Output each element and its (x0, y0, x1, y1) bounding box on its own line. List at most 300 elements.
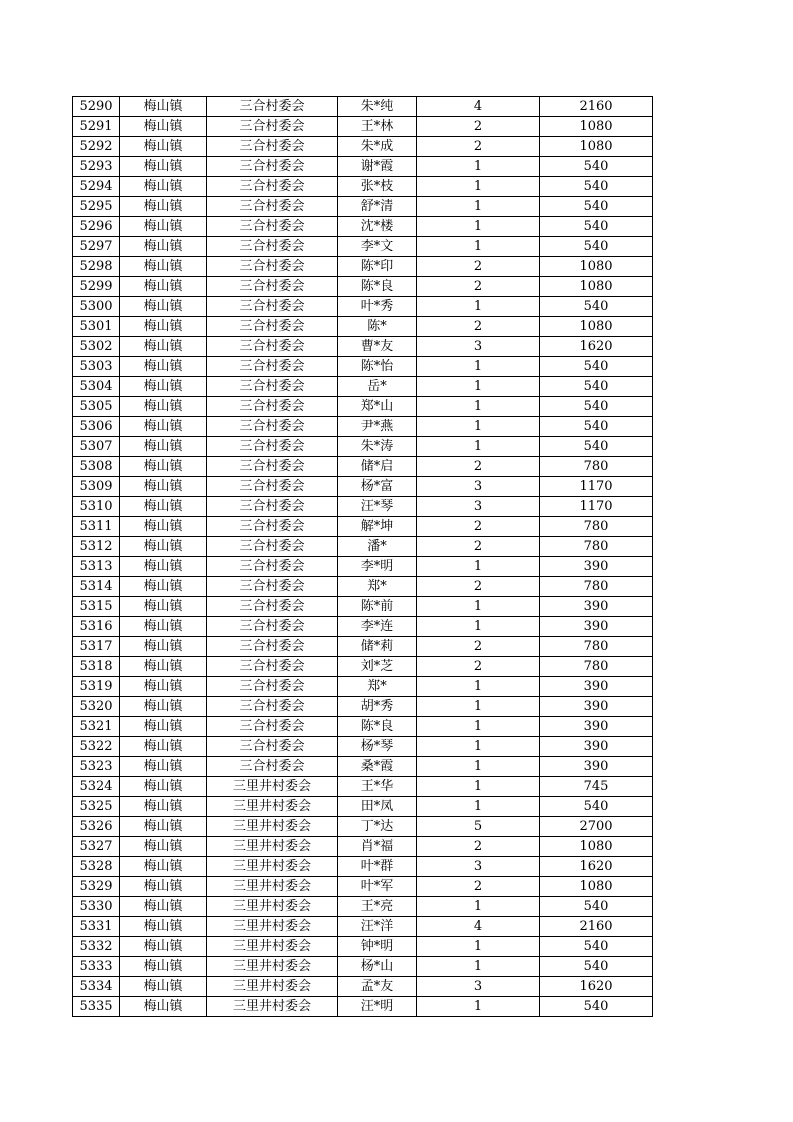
amount-cell: 540 (540, 157, 653, 177)
serial-number-cell: 5335 (73, 997, 120, 1017)
table-row (73, 717, 653, 737)
amount-cell: 540 (540, 417, 653, 437)
serial-number-cell: 5332 (73, 937, 120, 957)
person-name-cell: 郑* (338, 677, 417, 697)
town-cell: 梅山镇 (120, 557, 207, 577)
serial-number-cell: 5323 (73, 757, 120, 777)
person-name-cell: 杨*富 (338, 477, 417, 497)
amount-cell: 1080 (540, 257, 653, 277)
village-committee-cell: 三里井村委会 (207, 977, 338, 997)
household-count-cell: 2 (417, 317, 540, 337)
table-body (73, 97, 653, 1017)
serial-number-cell: 5329 (73, 877, 120, 897)
town-cell: 梅山镇 (120, 97, 207, 117)
person-name-cell: 陈*怡 (338, 357, 417, 377)
table-row (73, 217, 653, 237)
person-name-cell: 沈*楼 (338, 217, 417, 237)
household-count-cell: 1 (417, 717, 540, 737)
serial-number-cell: 5293 (73, 157, 120, 177)
household-count-cell: 4 (417, 917, 540, 937)
household-count-cell: 3 (417, 977, 540, 997)
person-name-cell: 陈*良 (338, 277, 417, 297)
person-name-cell: 胡*秀 (338, 697, 417, 717)
village-committee-cell: 三合村委会 (207, 177, 338, 197)
village-committee-cell: 三合村委会 (207, 737, 338, 757)
village-committee-cell: 三合村委会 (207, 277, 338, 297)
serial-number-cell: 5295 (73, 197, 120, 217)
table-row (73, 197, 653, 217)
town-cell: 梅山镇 (120, 237, 207, 257)
table-row (73, 117, 653, 137)
town-cell: 梅山镇 (120, 177, 207, 197)
table-row (73, 317, 653, 337)
table-row (73, 817, 653, 837)
household-count-cell: 1 (417, 377, 540, 397)
village-committee-cell: 三合村委会 (207, 677, 338, 697)
serial-number-cell: 5322 (73, 737, 120, 757)
town-cell: 梅山镇 (120, 937, 207, 957)
serial-number-cell: 5311 (73, 517, 120, 537)
serial-number-cell: 5316 (73, 617, 120, 637)
household-count-cell: 1 (417, 397, 540, 417)
serial-number-cell: 5305 (73, 397, 120, 417)
table-row (73, 697, 653, 717)
serial-number-cell: 5312 (73, 537, 120, 557)
serial-number-cell: 5290 (73, 97, 120, 117)
table-row (73, 177, 653, 197)
serial-number-cell: 5325 (73, 797, 120, 817)
serial-number-cell: 5303 (73, 357, 120, 377)
person-name-cell: 郑* (338, 577, 417, 597)
village-committee-cell: 三里井村委会 (207, 957, 338, 977)
table-row (73, 877, 653, 897)
person-name-cell: 孟*友 (338, 977, 417, 997)
amount-cell: 540 (540, 957, 653, 977)
person-name-cell: 储*莉 (338, 637, 417, 657)
serial-number-cell: 5321 (73, 717, 120, 737)
serial-number-cell: 5309 (73, 477, 120, 497)
household-count-cell: 1 (417, 777, 540, 797)
town-cell: 梅山镇 (120, 837, 207, 857)
amount-cell: 2700 (540, 817, 653, 837)
table-row (73, 637, 653, 657)
person-name-cell: 王*林 (338, 117, 417, 137)
amount-cell: 540 (540, 177, 653, 197)
village-committee-cell: 三合村委会 (207, 637, 338, 657)
town-cell: 梅山镇 (120, 637, 207, 657)
amount-cell: 1080 (540, 877, 653, 897)
amount-cell: 540 (540, 297, 653, 317)
table-row (73, 797, 653, 817)
amount-cell: 390 (540, 757, 653, 777)
town-cell: 梅山镇 (120, 437, 207, 457)
table-row (73, 897, 653, 917)
village-committee-cell: 三里井村委会 (207, 937, 338, 957)
table-row (73, 417, 653, 437)
person-name-cell: 叶*秀 (338, 297, 417, 317)
town-cell: 梅山镇 (120, 657, 207, 677)
village-committee-cell: 三合村委会 (207, 157, 338, 177)
household-count-cell: 2 (417, 537, 540, 557)
town-cell: 梅山镇 (120, 477, 207, 497)
village-committee-cell: 三里井村委会 (207, 817, 338, 837)
serial-number-cell: 5308 (73, 457, 120, 477)
household-count-cell: 1 (417, 177, 540, 197)
amount-cell: 745 (540, 777, 653, 797)
village-committee-cell: 三合村委会 (207, 537, 338, 557)
village-committee-cell: 三合村委会 (207, 577, 338, 597)
village-committee-cell: 三合村委会 (207, 437, 338, 457)
person-name-cell: 王*亮 (338, 897, 417, 917)
amount-cell: 540 (540, 797, 653, 817)
town-cell: 梅山镇 (120, 957, 207, 977)
town-cell: 梅山镇 (120, 417, 207, 437)
household-count-cell: 2 (417, 277, 540, 297)
person-name-cell: 潘* (338, 537, 417, 557)
amount-cell: 540 (540, 197, 653, 217)
person-name-cell: 王*华 (338, 777, 417, 797)
table-row (73, 957, 653, 977)
household-count-cell: 1 (417, 357, 540, 377)
table-row (73, 497, 653, 517)
town-cell: 梅山镇 (120, 137, 207, 157)
household-count-cell: 1 (417, 437, 540, 457)
village-committee-cell: 三里井村委会 (207, 897, 338, 917)
person-name-cell: 谢*霞 (338, 157, 417, 177)
village-committee-cell: 三合村委会 (207, 477, 338, 497)
table-row (73, 837, 653, 857)
amount-cell: 540 (540, 237, 653, 257)
table-row (73, 757, 653, 777)
village-committee-cell: 三里井村委会 (207, 997, 338, 1017)
amount-cell: 780 (540, 577, 653, 597)
amount-cell: 540 (540, 357, 653, 377)
serial-number-cell: 5304 (73, 377, 120, 397)
amount-cell: 390 (540, 557, 653, 577)
village-committee-cell: 三合村委会 (207, 757, 338, 777)
household-count-cell: 4 (417, 97, 540, 117)
household-count-cell: 3 (417, 497, 540, 517)
village-committee-cell: 三合村委会 (207, 397, 338, 417)
serial-number-cell: 5331 (73, 917, 120, 937)
village-committee-cell: 三合村委会 (207, 617, 338, 637)
household-count-cell: 3 (417, 477, 540, 497)
table-row (73, 437, 653, 457)
household-count-cell: 2 (417, 457, 540, 477)
amount-cell: 390 (540, 697, 653, 717)
person-name-cell: 丁*达 (338, 817, 417, 837)
person-name-cell: 汪*琴 (338, 497, 417, 517)
town-cell: 梅山镇 (120, 517, 207, 537)
amount-cell: 540 (540, 217, 653, 237)
village-committee-cell: 三里井村委会 (207, 857, 338, 877)
town-cell: 梅山镇 (120, 377, 207, 397)
table-row (73, 377, 653, 397)
town-cell: 梅山镇 (120, 897, 207, 917)
serial-number-cell: 5333 (73, 957, 120, 977)
amount-cell: 1080 (540, 277, 653, 297)
person-name-cell: 陈*印 (338, 257, 417, 277)
serial-number-cell: 5334 (73, 977, 120, 997)
table-row (73, 357, 653, 377)
person-name-cell: 储*启 (338, 457, 417, 477)
amount-cell: 780 (540, 457, 653, 477)
table-row (73, 137, 653, 157)
table-row (73, 737, 653, 757)
serial-number-cell: 5298 (73, 257, 120, 277)
household-count-cell: 1 (417, 797, 540, 817)
table-row (73, 557, 653, 577)
household-count-cell: 1 (417, 677, 540, 697)
household-count-cell: 1 (417, 417, 540, 437)
household-count-cell: 1 (417, 957, 540, 977)
table-row (73, 537, 653, 557)
amount-cell: 780 (540, 537, 653, 557)
serial-number-cell: 5297 (73, 237, 120, 257)
village-committee-cell: 三合村委会 (207, 657, 338, 677)
amount-cell: 390 (540, 717, 653, 737)
person-name-cell: 汪*明 (338, 997, 417, 1017)
amount-cell: 390 (540, 737, 653, 757)
serial-number-cell: 5318 (73, 657, 120, 677)
village-committee-cell: 三合村委会 (207, 457, 338, 477)
person-name-cell: 刘*芝 (338, 657, 417, 677)
amount-cell: 390 (540, 677, 653, 697)
table-row (73, 337, 653, 357)
household-count-cell: 1 (417, 897, 540, 917)
household-count-cell: 1 (417, 757, 540, 777)
town-cell: 梅山镇 (120, 277, 207, 297)
serial-number-cell: 5324 (73, 777, 120, 797)
serial-number-cell: 5313 (73, 557, 120, 577)
household-count-cell: 2 (417, 517, 540, 537)
household-count-cell: 5 (417, 817, 540, 837)
town-cell: 梅山镇 (120, 217, 207, 237)
town-cell: 梅山镇 (120, 117, 207, 137)
table-row (73, 257, 653, 277)
village-committee-cell: 三合村委会 (207, 517, 338, 537)
serial-number-cell: 5306 (73, 417, 120, 437)
table-row (73, 777, 653, 797)
table-row (73, 477, 653, 497)
town-cell: 梅山镇 (120, 697, 207, 717)
amount-cell: 1620 (540, 977, 653, 997)
amount-cell: 1170 (540, 477, 653, 497)
amount-cell: 1080 (540, 117, 653, 137)
table-row (73, 597, 653, 617)
person-name-cell: 陈*前 (338, 597, 417, 617)
person-name-cell: 曹*友 (338, 337, 417, 357)
town-cell: 梅山镇 (120, 777, 207, 797)
table-row (73, 917, 653, 937)
serial-number-cell: 5330 (73, 897, 120, 917)
town-cell: 梅山镇 (120, 757, 207, 777)
serial-number-cell: 5328 (73, 857, 120, 877)
amount-cell: 540 (540, 397, 653, 417)
amount-cell: 1620 (540, 337, 653, 357)
table-row (73, 237, 653, 257)
town-cell: 梅山镇 (120, 717, 207, 737)
town-cell: 梅山镇 (120, 357, 207, 377)
amount-cell: 540 (540, 377, 653, 397)
village-committee-cell: 三合村委会 (207, 337, 338, 357)
household-count-cell: 1 (417, 217, 540, 237)
household-count-cell: 2 (417, 577, 540, 597)
person-name-cell: 李*文 (338, 237, 417, 257)
serial-number-cell: 5300 (73, 297, 120, 317)
table-row (73, 577, 653, 597)
person-name-cell: 尹*燕 (338, 417, 417, 437)
town-cell: 梅山镇 (120, 537, 207, 557)
amount-cell: 1080 (540, 137, 653, 157)
table-row (73, 297, 653, 317)
town-cell: 梅山镇 (120, 977, 207, 997)
serial-number-cell: 5326 (73, 817, 120, 837)
amount-cell: 1080 (540, 837, 653, 857)
village-committee-cell: 三里井村委会 (207, 877, 338, 897)
village-committee-cell: 三合村委会 (207, 557, 338, 577)
person-name-cell: 杨*山 (338, 957, 417, 977)
serial-number-cell: 5315 (73, 597, 120, 617)
amount-cell: 540 (540, 937, 653, 957)
household-count-cell: 2 (417, 117, 540, 137)
amount-cell: 540 (540, 897, 653, 917)
serial-number-cell: 5310 (73, 497, 120, 517)
household-count-cell: 1 (417, 997, 540, 1017)
table-row (73, 457, 653, 477)
household-count-cell: 1 (417, 617, 540, 637)
serial-number-cell: 5292 (73, 137, 120, 157)
person-name-cell: 张*枝 (338, 177, 417, 197)
village-committee-cell: 三合村委会 (207, 717, 338, 737)
town-cell: 梅山镇 (120, 577, 207, 597)
household-count-cell: 3 (417, 857, 540, 877)
village-committee-cell: 三合村委会 (207, 237, 338, 257)
town-cell: 梅山镇 (120, 197, 207, 217)
amount-cell: 540 (540, 997, 653, 1017)
village-committee-cell: 三合村委会 (207, 357, 338, 377)
town-cell: 梅山镇 (120, 157, 207, 177)
village-committee-cell: 三合村委会 (207, 257, 338, 277)
town-cell: 梅山镇 (120, 997, 207, 1017)
serial-number-cell: 5320 (73, 697, 120, 717)
table-row (73, 277, 653, 297)
person-name-cell: 叶*群 (338, 857, 417, 877)
household-count-cell: 2 (417, 257, 540, 277)
town-cell: 梅山镇 (120, 317, 207, 337)
amount-cell: 2160 (540, 917, 653, 937)
town-cell: 梅山镇 (120, 457, 207, 477)
household-count-cell: 1 (417, 297, 540, 317)
person-name-cell: 桑*霞 (338, 757, 417, 777)
household-count-cell: 1 (417, 737, 540, 757)
town-cell: 梅山镇 (120, 877, 207, 897)
table-row (73, 997, 653, 1017)
amount-cell: 1170 (540, 497, 653, 517)
village-committee-cell: 三里井村委会 (207, 777, 338, 797)
person-name-cell: 叶*军 (338, 877, 417, 897)
household-count-cell: 3 (417, 337, 540, 357)
village-committee-cell: 三合村委会 (207, 417, 338, 437)
table-row (73, 397, 653, 417)
town-cell: 梅山镇 (120, 797, 207, 817)
household-count-cell: 1 (417, 597, 540, 617)
table-row (73, 977, 653, 997)
table-row (73, 937, 653, 957)
person-name-cell: 朱*成 (338, 137, 417, 157)
person-name-cell: 杨*琴 (338, 737, 417, 757)
person-name-cell: 岳* (338, 377, 417, 397)
household-count-cell: 2 (417, 837, 540, 857)
village-committee-cell: 三合村委会 (207, 217, 338, 237)
village-committee-cell: 三合村委会 (207, 197, 338, 217)
town-cell: 梅山镇 (120, 817, 207, 837)
household-count-cell: 1 (417, 237, 540, 257)
amount-cell: 540 (540, 437, 653, 457)
village-committee-cell: 三里井村委会 (207, 917, 338, 937)
table-row (73, 97, 653, 117)
amount-cell: 1620 (540, 857, 653, 877)
serial-number-cell: 5319 (73, 677, 120, 697)
table-row (73, 657, 653, 677)
amount-cell: 780 (540, 517, 653, 537)
serial-number-cell: 5301 (73, 317, 120, 337)
amount-cell: 1080 (540, 317, 653, 337)
household-count-cell: 1 (417, 697, 540, 717)
village-committee-cell: 三合村委会 (207, 137, 338, 157)
town-cell: 梅山镇 (120, 737, 207, 757)
household-count-cell: 1 (417, 157, 540, 177)
person-name-cell: 陈*良 (338, 717, 417, 737)
person-name-cell: 朱*涛 (338, 437, 417, 457)
serial-number-cell: 5294 (73, 177, 120, 197)
serial-number-cell: 5327 (73, 837, 120, 857)
table-row (73, 517, 653, 537)
person-name-cell: 肖*福 (338, 837, 417, 857)
town-cell: 梅山镇 (120, 677, 207, 697)
data-table (72, 96, 653, 1017)
table-row (73, 157, 653, 177)
town-cell: 梅山镇 (120, 857, 207, 877)
person-name-cell: 汪*洋 (338, 917, 417, 937)
person-name-cell: 田*凤 (338, 797, 417, 817)
serial-number-cell: 5296 (73, 217, 120, 237)
amount-cell: 780 (540, 637, 653, 657)
household-count-cell: 1 (417, 197, 540, 217)
town-cell: 梅山镇 (120, 597, 207, 617)
person-name-cell: 李*连 (338, 617, 417, 637)
town-cell: 梅山镇 (120, 397, 207, 417)
person-name-cell: 钟*明 (338, 937, 417, 957)
serial-number-cell: 5291 (73, 117, 120, 137)
village-committee-cell: 三合村委会 (207, 697, 338, 717)
person-name-cell: 郑*山 (338, 397, 417, 417)
table-row (73, 617, 653, 637)
table-row (73, 857, 653, 877)
village-committee-cell: 三合村委会 (207, 377, 338, 397)
village-committee-cell: 三合村委会 (207, 597, 338, 617)
village-committee-cell: 三里井村委会 (207, 797, 338, 817)
town-cell: 梅山镇 (120, 617, 207, 637)
amount-cell: 390 (540, 617, 653, 637)
household-count-cell: 1 (417, 937, 540, 957)
village-committee-cell: 三合村委会 (207, 497, 338, 517)
serial-number-cell: 5302 (73, 337, 120, 357)
amount-cell: 390 (540, 597, 653, 617)
person-name-cell: 李*明 (338, 557, 417, 577)
household-count-cell: 2 (417, 637, 540, 657)
household-count-cell: 2 (417, 137, 540, 157)
